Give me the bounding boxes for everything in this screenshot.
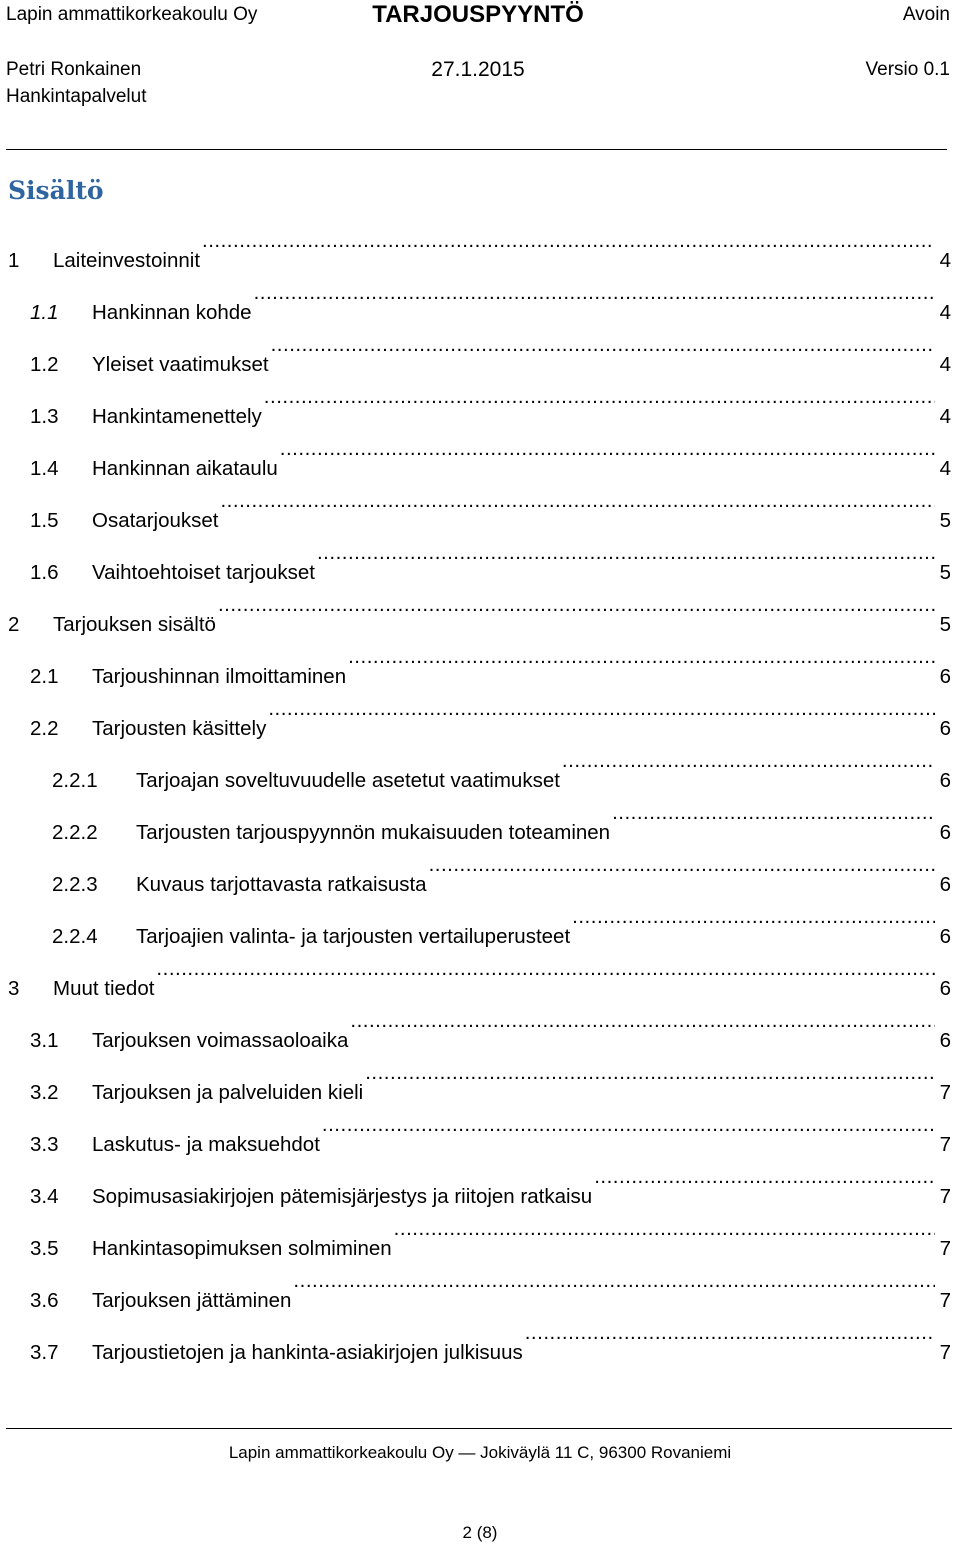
toc-entry-number: 3.2 — [30, 1081, 59, 1104]
toc-dot-leader — [562, 735, 935, 787]
toc-entry-number: 3.6 — [30, 1289, 59, 1312]
toc-entry[interactable] — [52, 735, 951, 792]
toc-entry-title: Muut tiedot — [53, 977, 155, 1000]
toc-entry-title: Tarjouksen ja palveluiden kieli — [92, 1081, 364, 1104]
toc-entry-number: 1.5 — [30, 509, 59, 532]
toc-entry-page: 7 — [939, 1341, 951, 1364]
toc-entry-title: Hankintamenettely — [92, 405, 262, 428]
toc-dot-leader — [612, 787, 935, 839]
toc-dot-leader — [394, 1203, 935, 1255]
toc-entry[interactable] — [30, 267, 951, 324]
toc-entry[interactable] — [30, 995, 951, 1052]
toc-dot-leader — [365, 1047, 935, 1099]
toc-dot-leader — [429, 839, 935, 891]
toc-entry-title: Osatarjoukset — [92, 509, 219, 532]
toc-entry-number: 2.2.2 — [52, 821, 98, 844]
toc-entry-page: 7 — [939, 1081, 951, 1104]
toc-entry-page: 6 — [939, 977, 951, 1000]
toc-dot-leader — [254, 267, 935, 319]
header-classification: Avoin — [902, 4, 950, 25]
toc-dot-leader — [156, 943, 935, 995]
toc-entry-page: 7 — [939, 1289, 951, 1312]
footer-divider — [6, 1428, 952, 1429]
toc-dot-leader — [202, 215, 935, 267]
toc-entry[interactable] — [30, 1099, 951, 1156]
toc-entry-number: 2.2.4 — [52, 925, 98, 948]
toc-entry-number: 1.2 — [30, 353, 59, 376]
toc-dot-leader — [525, 1307, 935, 1359]
toc-entry-number: 3.5 — [30, 1237, 59, 1260]
toc-entry[interactable] — [30, 1151, 951, 1208]
toc-entry-number: 1.3 — [30, 405, 59, 428]
toc-dot-leader — [218, 579, 935, 631]
toc-entry[interactable] — [52, 787, 951, 844]
toc-entry-title: Hankintasopimuksen solmiminen — [92, 1237, 392, 1260]
toc-entry-title: Tarjouksen sisältö — [53, 613, 216, 636]
toc-entry-title: Laskutus- ja maksuehdot — [92, 1133, 320, 1156]
toc-entry[interactable] — [30, 1255, 951, 1312]
toc-entry-page: 6 — [939, 821, 951, 844]
toc-dot-leader — [594, 1151, 935, 1203]
toc-dot-leader — [271, 319, 935, 371]
toc-entry-page: 4 — [939, 301, 951, 324]
toc-entry-page: 7 — [939, 1133, 951, 1156]
toc-entry-page: 6 — [939, 717, 951, 740]
toc-entry-title: Hankinnan aikataulu — [92, 457, 278, 480]
toc-entry-page: 5 — [939, 561, 951, 584]
toc-entry-title: Laiteinvestoinnit — [53, 249, 201, 272]
toc-entry-page: 6 — [939, 1029, 951, 1052]
toc-entry-number: 1 — [8, 249, 20, 272]
footer-address: Lapin ammattikorkeakoulu Oy — Jokiväylä 11 C, 96300 Rovaniemi — [228, 1443, 732, 1462]
header-row-middle — [6, 55, 950, 85]
toc-entry-title: Yleiset vaatimukset — [92, 353, 269, 376]
toc-dot-leader — [350, 995, 935, 1047]
toc-entry-page: 6 — [939, 925, 951, 948]
header-author: Petri Ronkainen — [6, 59, 142, 80]
page-header — [6, 0, 950, 160]
toc-entry-title: Hankinnan kohde — [92, 301, 252, 324]
toc-dot-leader — [280, 423, 935, 475]
toc-entry-page: 6 — [939, 665, 951, 688]
toc-entry[interactable] — [30, 1203, 951, 1260]
toc-entry-title: Tarjoajien valinta- ja tarjousten vertailuperusteet — [136, 925, 571, 948]
toc-entry[interactable] — [8, 579, 951, 636]
toc-entry-number: 1.1 — [30, 301, 59, 324]
header-row-bottom — [6, 82, 950, 112]
toc-entry[interactable] — [30, 527, 951, 584]
toc-entry[interactable] — [30, 371, 951, 428]
toc-entry-page: 6 — [939, 873, 951, 896]
header-organization: Lapin ammattikorkeakoulu Oy — [6, 4, 258, 25]
toc-entry-number: 1.6 — [30, 561, 59, 584]
page-number: 2 (8) — [462, 1523, 498, 1542]
toc-entry[interactable] — [30, 319, 951, 376]
toc-entry-page: 5 — [939, 613, 951, 636]
header-version: Versio 0.1 — [865, 59, 950, 80]
toc-entry-page: 6 — [939, 769, 951, 792]
toc-dot-leader — [220, 475, 935, 527]
toc-dot-leader — [572, 891, 935, 943]
header-department: Hankintapalvelut — [6, 86, 147, 107]
toc-dot-leader — [317, 527, 935, 579]
toc-entry[interactable] — [30, 475, 951, 532]
toc-entry-number: 2 — [8, 613, 20, 636]
toc-entry-title: Tarjousten käsittely — [92, 717, 267, 740]
toc-entry[interactable] — [30, 423, 951, 480]
toc-entry[interactable] — [8, 215, 951, 272]
toc-dot-leader — [322, 1099, 935, 1151]
toc-entry-title: Sopimusasiakirjojen pätemisjärjestys ja riitojen ratkaisu — [92, 1185, 593, 1208]
toc-entry-page: 4 — [939, 405, 951, 428]
toc-entry-title: Vaihtoehtoiset tarjoukset — [92, 561, 315, 584]
toc-entry-title: Tarjousten tarjouspyynnön mukaisuuden toteaminen — [136, 821, 611, 844]
toc-entry-title: Tarjouksen jättäminen — [92, 1289, 292, 1312]
header-document-type: TARJOUSPYYNTÖ — [372, 1, 584, 28]
toc-entry-number: 3.7 — [30, 1341, 59, 1364]
toc-entry-number: 3.4 — [30, 1185, 59, 1208]
toc-dot-leader — [268, 683, 935, 735]
toc-entry[interactable] — [30, 1307, 951, 1364]
toc-entry-number: 2.2.3 — [52, 873, 98, 896]
toc-entry-number: 3 — [8, 977, 20, 1000]
toc-entry-number: 2.2 — [30, 717, 59, 740]
toc-dot-leader — [293, 1255, 935, 1307]
header-row-top — [6, 0, 950, 30]
toc-entry[interactable] — [30, 1047, 951, 1104]
toc-entry-number: 1.4 — [30, 457, 59, 480]
toc-entry-number: 2.1 — [30, 665, 59, 688]
toc-entry-title: Tarjouksen voimassaoloaika — [92, 1029, 349, 1052]
toc-entry[interactable] — [30, 631, 951, 688]
toc-entry-title: Tarjoustietojen ja hankinta-asiakirjojen julkisuus — [92, 1341, 523, 1364]
toc-entry[interactable] — [30, 683, 951, 740]
toc-entry-title: Tarjoushinnan ilmoittaminen — [92, 665, 347, 688]
header-date: 27.1.2015 — [431, 58, 525, 81]
toc-entry-page: 4 — [939, 249, 951, 272]
header-divider — [6, 149, 947, 150]
toc-entry[interactable] — [52, 839, 951, 896]
toc-entry-number: 3.1 — [30, 1029, 59, 1052]
toc-entry-title: Tarjoajan soveltuvuudelle asetetut vaatimukset — [136, 769, 560, 792]
toc-entry-page: 7 — [939, 1185, 951, 1208]
toc-entry-number: 2.2.1 — [52, 769, 98, 792]
toc-entry[interactable] — [8, 943, 951, 1000]
toc-entry-title: Kuvaus tarjottavasta ratkaisusta — [136, 873, 427, 896]
toc-heading: Sisältö — [8, 176, 104, 205]
toc-entry-page: 7 — [939, 1237, 951, 1260]
toc-entry[interactable] — [52, 891, 951, 948]
toc-dot-leader — [348, 631, 935, 683]
toc-dot-leader — [264, 371, 935, 423]
toc-entry-page: 5 — [939, 509, 951, 532]
toc-entry-number: 3.3 — [30, 1133, 59, 1156]
toc-entry-page: 4 — [939, 457, 951, 480]
toc-entry-page: 4 — [939, 353, 951, 376]
